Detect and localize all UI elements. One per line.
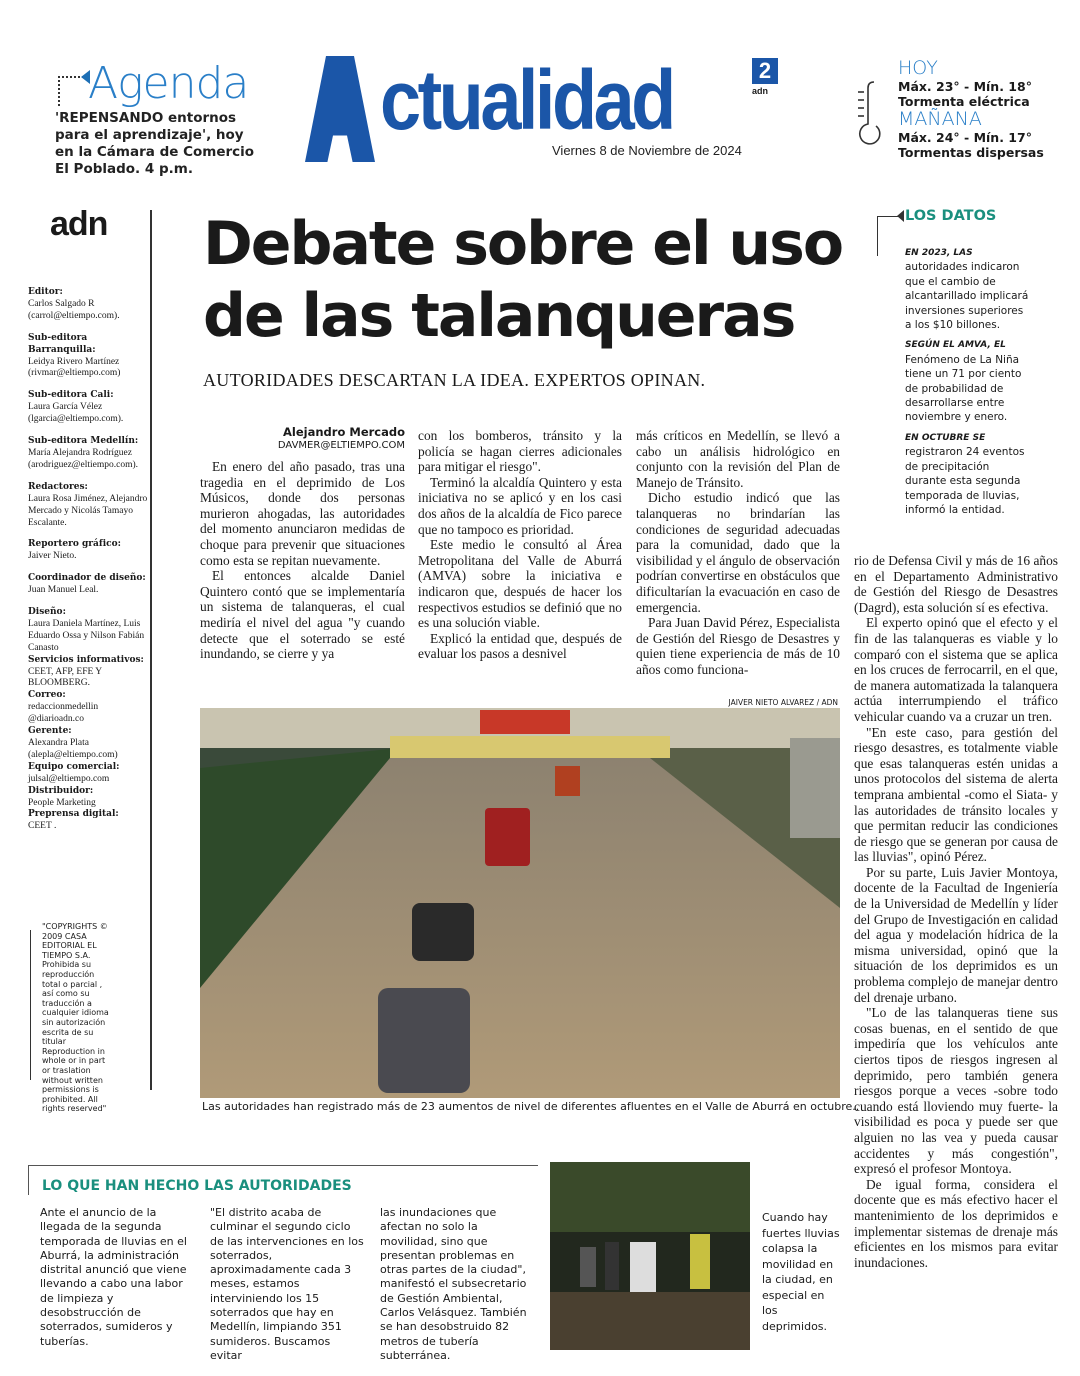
thermometer-icon — [856, 78, 886, 148]
credit-role: Equipo comercial: — [28, 761, 120, 772]
datos-item-text: registraron 24 eventos de precipitación durante esta segunda temporada de lluvias, informó la entidad. — [905, 446, 1025, 516]
author-email: DAVMER@ELTIEMPO.COM — [277, 440, 405, 451]
adn-logo: adn — [50, 205, 108, 243]
credit-names: redaccionmedellin @diarioadn.co — [28, 702, 99, 725]
byline — [200, 426, 405, 452]
article-column-2 — [418, 428, 622, 662]
credit-role: Servicios informativos: — [28, 654, 144, 665]
credit-role: Diseño: — [28, 607, 66, 618]
rescue-photo — [550, 1162, 750, 1350]
agenda-hook-icon — [58, 76, 84, 106]
credit-names: Alexandra Plata (alepla@eltiempo.com) — [28, 738, 118, 760]
issue-date: Viernes 8 de Noviembre de 2024 — [552, 143, 742, 158]
box-title: LO QUE HAN HECHO LAS AUTORIDADES — [42, 1178, 352, 1194]
page-brand: adn — [752, 86, 769, 96]
article-paragraph: "Lo de las talanqueras tiene sus cosas buenas, en el sentido de que impediría que los vehículos ante ciertos tipos de riesgos ingresen al deprimido, pero también genera riesgos porque a veces -sobre todo cuando está lloviendo muy fuerte- la visibilidad es poca y puede ser que alguien no las vea y pueda causar accidentes y más congestión", expresó el profesor Montoya. — [854, 1005, 1058, 1177]
datos-item-lead: EN OCTUBRE SE — [905, 432, 986, 443]
weather-today-desc: Tormenta eléctrica — [898, 94, 1030, 109]
article-paragraph: más críticos en Medellín, se llevó a cabo un análisis hidrológico en conjunto con la revisión del Plan de Manejo de Tránsito. — [636, 428, 840, 490]
credit-names: Laura Daniela Martínez, Luis Eduardo Ossa y Nilson Fabián Canasto — [28, 618, 145, 653]
weather-tomorrow-temp: Máx. 24° - Mín. 17° — [898, 130, 1032, 145]
credit-names: Laura Rosa Jiménez, Alejandro Mercado y Nicolás Tamayo Escalante. — [28, 493, 148, 528]
article-paragraph: con los bomberos, tránsito y la policía se hagan cierres adicionales para mitigar el riesgo". — [418, 428, 622, 475]
article-paragraph: El experto opinó que el efecto y el fin de las talanqueras es viable y lo comparó con el sistema que se aplica en los cruces de ferrocarril, en el que, de manera automatizada la talanquera actúa interrumpiendo el tráfico vehicular cuando va a cruzar un tren. — [854, 615, 1058, 724]
credit-names: Jaiver Nieto. — [28, 551, 77, 562]
main-photo-flooded-underpass — [200, 708, 840, 1098]
sidebar-divider — [150, 210, 152, 1090]
datos-title: LOS DATOS — [905, 208, 997, 224]
article-paragraph: Este medio le consultó al Área Metropolitana del Valle de Aburrá (AMVA) sobre la iniciativa e indicaron que, después de hacer los respectivos estudios se definió que no es una solución viable. — [418, 537, 622, 631]
box-hook — [28, 1165, 29, 1195]
datos-list — [905, 240, 1030, 517]
article-column-1 — [200, 459, 405, 662]
agenda-text: 'REPENSANDO entornos para el aprendizaje', hoy en la Cámara de Comercio El Poblado. 4 p.m. — [55, 110, 255, 177]
headline: Debate sobre el uso de las talanqueras — [203, 209, 843, 351]
rescue-photo-caption: Cuando hay fuertes lluvias colapsa la movilidad en la ciudad, en especial en los deprimidos. — [762, 1211, 840, 1333]
credit-role: Preprensa digital: — [28, 809, 119, 820]
credit-role: Sub-editora Barranquilla: — [28, 332, 96, 355]
credit-role: Redactores: — [28, 481, 88, 492]
article-paragraph: Explicó la entidad que, después de evaluar los pasos a desnivel — [418, 630, 622, 662]
article-paragraph: En enero del año pasado, tras una tragedia en el deprimido de Los Músicos, donde dos personas murieron ahogadas, las autoridades del momento anunciaron medidas de choque para prevenir que situaciones como esta se repitan nuevamente. — [200, 459, 405, 568]
weather-today-label: HOY — [898, 57, 938, 79]
copyright-notice: "COPYRIGHTS © 2009 CASA EDITORIAL EL TIEMPO S.A. Prohibida su reproducción total o parcial , así como su traducción a cualquier idioma sin autorización escrita de su titular Reproduction in whole or in part or traslation without written permissions is prohibited. All rights reserved" — [42, 922, 109, 1114]
article-paragraph: Dicho estudio indicó que las talanqueras no brindarían las condiciones de seguridad adecuadas para la comunidad, dado que la visibilidad y el ángulo de observación podrían convertirse en obstáculos que dificultarían la evacuación en caso de emergencia. — [636, 490, 840, 615]
credit-names: Leidya Rivero Martínez (rivmar@eltiempo.com) — [28, 356, 121, 379]
credit-role: Distribuidor: — [28, 785, 94, 796]
credit-role: Coordinador de diseño: — [28, 573, 146, 584]
datos-item-text: Fenómeno de La Niña tiene un 71 por ciento de probabilidad de desarrollarse entre noviembre y enero. — [905, 353, 1022, 424]
credits-list — [28, 287, 150, 833]
agenda-title: Agenda — [88, 58, 249, 109]
weather-tomorrow-label: MAÑANA — [898, 108, 982, 130]
article-column-4 — [854, 553, 1058, 1270]
weather-panel — [898, 58, 1044, 160]
credit-role: Correo: — [28, 690, 66, 701]
author-name: Alejandro Mercado — [283, 425, 405, 439]
article-column-3 — [636, 428, 840, 678]
page-number: 2 — [752, 58, 778, 84]
box-column-1: Ante el anuncio de la llegada de la segunda temporada de lluvias en el Aburrá, la administración distrital anunció que viene llevando a cabo una labor de limpieza y desobstrucción de soterrados, sumideros y tuberías. — [40, 1206, 187, 1348]
credit-names: julsal@eltiempo.com — [28, 773, 110, 784]
box-top-rule — [28, 1165, 538, 1166]
datos-item-lead: EN 2023, LAS — [905, 248, 973, 258]
credit-role: Sub-editora Cali: — [28, 390, 114, 401]
datos-item-text: autoridades indicaron que el cambio de alcantarillado implicará inversiones superiores a los $10 billones. — [905, 261, 1029, 332]
credit-names: Juan Manuel Leal. — [28, 585, 99, 596]
credit-role: Editor: — [28, 287, 63, 297]
credit-role: Reportero gráfico: — [28, 539, 121, 550]
photo-caption: Las autoridades han registrado más de 23 aumentos de nivel de diferentes afluentes en el Valle de Aburrá en octubre.. — [202, 1100, 860, 1113]
box-column-2: "El distrito acaba de culminar el segundo ciclo de las intervenciones en los soterrados, aproximadamente cada 3 meses, estamos interviniendo los 15 soterrados que hay en Medellín, limpiando 351 sumideros. Buscamos evitar — [210, 1206, 364, 1362]
credit-names: CEET . — [28, 821, 57, 832]
article-paragraph: rio de Defensa Civil y más de 16 años en el Departamento Administrativo de Gestión del Riesgo de Desastres (Dagrd), esta solución sí es efectiva. — [854, 553, 1058, 615]
credit-role: Sub-editora Medellín: — [28, 436, 139, 447]
article-paragraph: Para Juan David Pérez, Especialista de Gestión del Riesgo de Desastres y quien tiene experiencia de más de 10 años como funciona- — [636, 615, 840, 677]
copyright-rule — [30, 930, 31, 1080]
credit-names: Laura García Vélez (lgarcia@eltiempo.com). — [28, 402, 124, 425]
credit-names: CEET, AFP, EFE Y BLOOMBERG. — [28, 666, 102, 689]
article-paragraph: "En este caso, para gestión del riesgo desastres, es totalmente viable que esas talanqueras estén unidas a unos protocolos del sistema de alerta temprana ambiental -como el Siata- y las autoridades de tránsito locales y que permitan reducir las condiciones de riesgo que se generan por causa de las lluvias", opinó Pérez. — [854, 724, 1058, 865]
photo-credit: JAIVER NIETO ALVAREZ / ADN — [728, 698, 838, 707]
credit-names: People Marketing — [28, 797, 96, 808]
credit-names: Carlos Salgado R (carrol@eltiempo.com). — [28, 298, 120, 321]
weather-tomorrow-desc: Tormentas dispersas — [898, 145, 1044, 160]
box-column-3: las inundaciones que afectan no solo la movilidad, sino que presentan problemas en otras partes de la ciudad", manifestó el subsecretario de Gestión Ambiental, Carlos Velásquez. También se han desobstruido 82 metros de tubería subterránea. — [380, 1206, 527, 1362]
article-paragraph: El entonces alcalde Daniel Quintero contó que se implementaría un sistema de talanqueras, el cual mediría el nivel del agua "y cuando detecte que el soterrado se esté inundando, se cierre y ya — [200, 568, 405, 662]
datos-hook-icon — [877, 216, 899, 256]
datos-item-lead: SEGÚN EL AMVA, EL — [905, 340, 1006, 351]
deck: AUTORIDADES DESCARTAN LA IDEA. EXPERTOS OPINAN. — [203, 370, 706, 390]
credit-names: María Alejandra Rodríguez (arodriguez@eltiempo.com). — [28, 447, 139, 470]
article-paragraph: De igual forma, considera el docente que es más efectivo hacer el mantenimiento de los deprimidos e implementar sistemas de drenaje más eficientes en los mismos para evitar inundaciones. — [854, 1176, 1058, 1270]
credit-role: Gerente: — [28, 726, 72, 737]
masthead-logo-letter — [305, 56, 375, 162]
article-paragraph: Terminó la alcaldía Quintero y esta iniciativa no se aplicó y en los casi dos años de la alcaldía de Fico parece que no tampoco es prioridad. — [418, 474, 622, 537]
masthead-title: ctualidad — [380, 53, 673, 147]
article-paragraph: Por su parte, Luis Javier Montoya, docente de la Facultad de Ingeniería de la Universidad de Medellín y líder del Grupo de Investigación en calidad del agua y modelación hídrica de la misma universidad, opinó que la situación de los deprimidos es un problema complejo de manejar dentro del drenaje urbano. — [854, 864, 1058, 1005]
weather-today-temp: Máx. 23° - Mín. 18° — [898, 79, 1032, 94]
